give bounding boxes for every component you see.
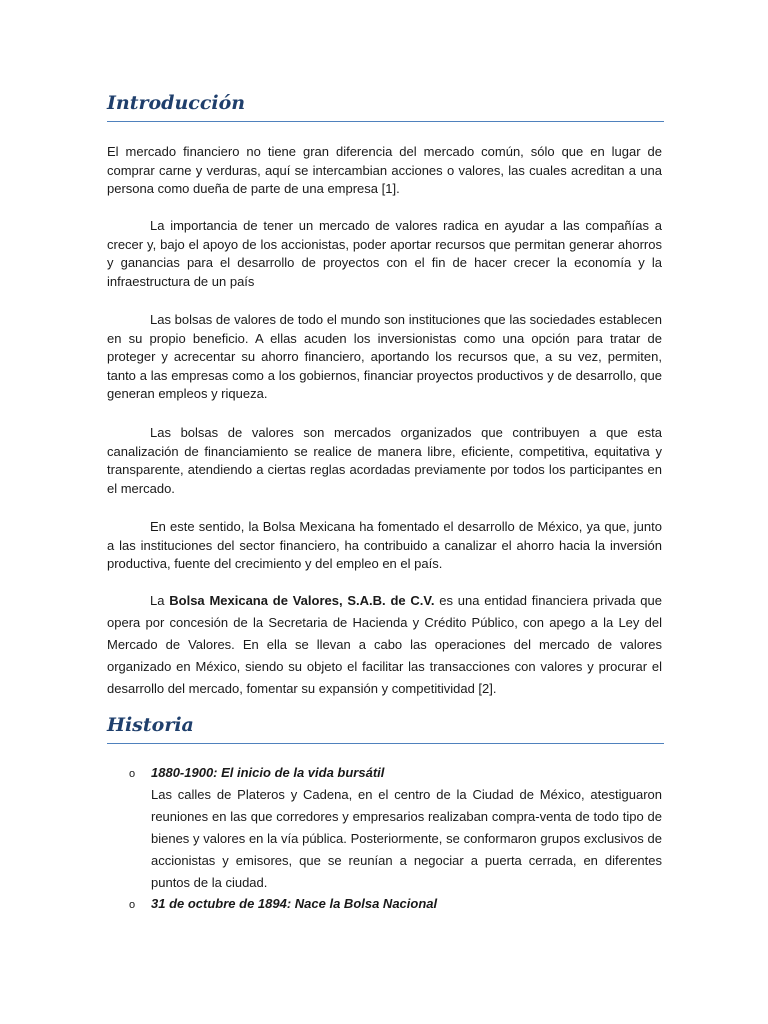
intro-heading: Introducción bbox=[107, 92, 246, 114]
bullet-icon: o bbox=[129, 768, 136, 780]
bmv-name: Bolsa Mexicana de Valores, S.A.B. de C.V. bbox=[169, 593, 435, 608]
history-item-title-2: 31 de octubre de 1894: Nace la Bolsa Nacional bbox=[151, 896, 438, 911]
intro-paragraph-2: La importancia de tener un mercado de valores radica en ayudar a las compañías a crecer y, bajo el apoyo de los accionistas, poder aportar recursos que permitan generar ahorros y ganancias para el desarrollo de proyectos con el fin de hacer crecer la economía y la infraestructura de un país bbox=[107, 218, 662, 289]
bullet-icon: o bbox=[129, 899, 136, 911]
intro-paragraph-1: El mercado financiero no tiene gran diferencia del mercado común, sólo que en lugar de comprar carne y verduras, aquí se intercambian acciones o valores, las cuales acreditan a una persona como dueña de parte de una empresa [1]. bbox=[107, 144, 662, 197]
paragraph-6-text: es una entidad financiera privada que opera por concesión de la Secretaria de Hacienda y Crédito Público, con apego a la Ley del Mercado de Valores. En ella se llevan a cabo las operaciones del mercado de valores organizado en México, siendo su objeto el facilitar las transacciones con valores y procurar el desarrollo del mercado, fomentar su expansión y competitividad [2]. bbox=[107, 593, 662, 696]
history-item-body-1: Las calles de Plateros y Cadena, en el centro de la Ciudad de México, atestiguaron reuniones en las que corredores y empresarios realizaban compra-venta de todo tipo de bienes y valores en la vía pública. Posteriormente, se conformaron grupos exclusivos de accionistas y emisores, que se reunían a negociar a puerta cerrada, en diferentes puntos de la ciudad. bbox=[151, 787, 662, 890]
intro-paragraph-6 bbox=[107, 590, 662, 700]
intro-paragraph-3: Las bolsas de valores de todo el mundo son instituciones que las sociedades establecen en su propio beneficio. A ellas acuden los inversionistas como una opción para tratar de proteger y acrecentar su ahorro financiero, aportando los recursos que, a su vez, permiten, tanto a las empresas como a los gobiernos, financiar proyectos productivos y de desarrollo, que generan empleos y riqueza. bbox=[107, 312, 662, 402]
intro-paragraph-5: En este sentido, la Bolsa Mexicana ha fomentado el desarrollo de México, ya que, junto a las instituciones del sector financiero, ha contribuido a canalizar el ahorro hacia la inversión productiva, fuente del crecimiento y del empleo en el país. bbox=[107, 519, 662, 572]
history-heading-rule bbox=[107, 743, 664, 744]
history-item-title-1: 1880-1900: El inicio de la vida bursátil bbox=[151, 765, 385, 780]
intro-heading-rule bbox=[107, 121, 664, 122]
paragraph-6-prefix: La bbox=[150, 593, 170, 608]
history-heading: Historia bbox=[107, 714, 194, 736]
intro-paragraph-4: Las bolsas de valores son mercados organizados que contribuyen a que esta canalización de financiamiento se realice de manera libre, eficiente, competitiva, equitativa y transparente, atendiendo a ciertas reglas acordadas previamente por todos los participantes en el mercado. bbox=[107, 425, 662, 496]
